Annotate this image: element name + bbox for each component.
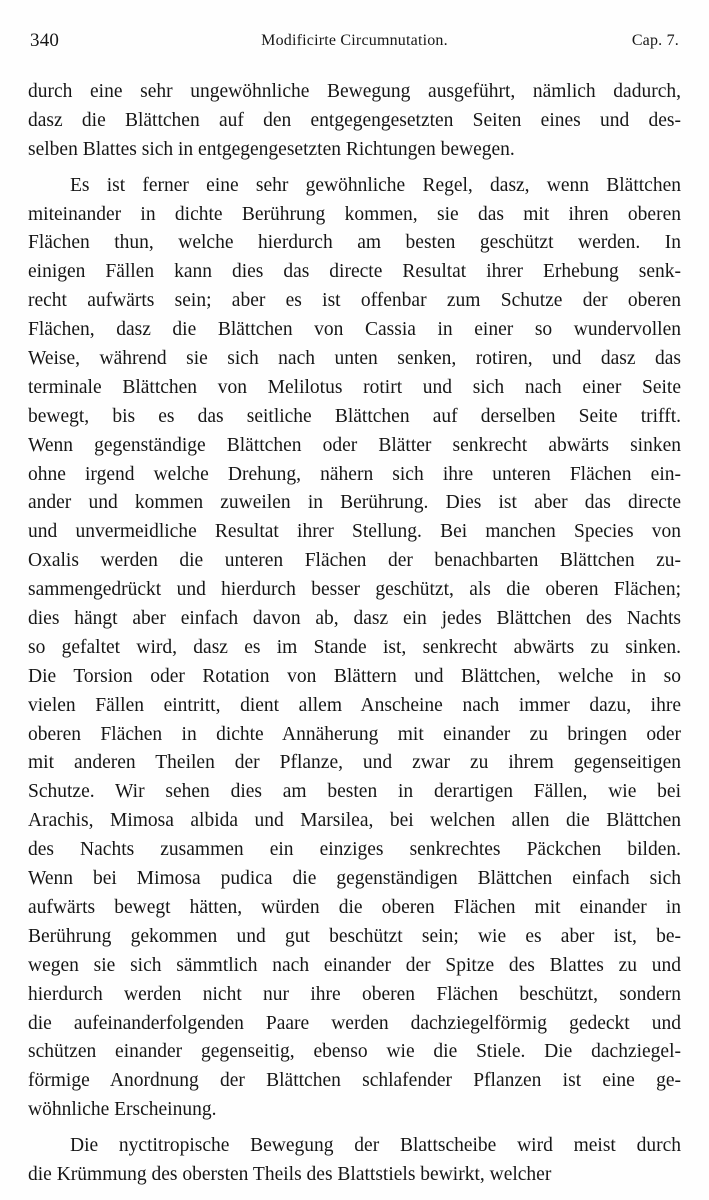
text-line: ander und kommen zuweilen in Berührung. Dies ist aber das directe	[28, 492, 681, 514]
text-line: Es ist ferner eine sehr gewöhnliche Regel, dasz, wenn Blättchen	[70, 174, 681, 196]
text-line: Flächen thun, welche hierdurch am besten geschützt werden. In	[28, 232, 681, 254]
running-header	[30, 30, 679, 56]
text-line: terminale Blättchen von Melilotus rotirt und sich nach einer Seite	[28, 376, 681, 398]
text-line: aufwärts bewegt hätten, würden die oberen Flächen mit einander in	[28, 896, 681, 918]
text-line: mit anderen Theilen der Pflanze, und zwar zu ihrem gegenseitigen	[28, 752, 681, 774]
text-line: selben Blattes sich in entgegengesetzten Richtungen bewegen.	[28, 138, 515, 160]
text-line: bewegt, bis es das seitliche Blättchen auf derselben Seite trifft.	[28, 405, 681, 427]
text-line: ohne irgend welche Drehung, nähern sich ihre unteren Flächen ein-	[28, 463, 681, 485]
text-line: Flächen, dasz die Blättchen von Cassia in einer so wundervollen	[28, 319, 681, 341]
text-line: einigen Fällen kann dies das directe Resultat ihrer Erhebung senk-	[28, 261, 681, 283]
text-line: recht aufwärts sein; aber es ist offenbar zum Schutze der oberen	[28, 290, 681, 312]
text-line: die Krümmung des obersten Theils des Blattstiels bewirkt, welcher	[28, 1163, 552, 1185]
text-line: Arachis, Mimosa albida und Marsilea, bei welchen allen die Blättchen	[28, 810, 681, 832]
text-line: Oxalis werden die unteren Flächen der benachbarten Blättchen zu-	[28, 550, 681, 572]
text-line: Wenn bei Mimosa pudica die gegenständigen Blättchen einfach sich	[28, 868, 681, 890]
chapter-label: Cap. 7.	[631, 32, 679, 49]
text-line: und unvermeidliche Resultat ihrer Stellung. Bei manchen Species von	[28, 521, 681, 543]
text-line: sammengedrückt und hierdurch besser geschützt, als die oberen Flächen;	[28, 579, 681, 601]
text-line: miteinander in dichte Berührung kommen, sie das mit ihren oberen	[28, 203, 681, 225]
text-line: schützen einander gegenseitig, ebenso wie die Stiele. Die dachziegel-	[28, 1041, 681, 1063]
text-line: Schutze. Wir sehen dies am besten in derartigen Fällen, wie bei	[28, 781, 681, 803]
text-line: dasz die Blättchen auf den entgegengesetzten Seiten eines und des-	[28, 109, 681, 131]
text-line: Die Torsion oder Rotation von Blättern und Blättchen, welche in so	[28, 665, 681, 687]
body-text	[28, 78, 681, 1190]
text-line: Berührung gekommen und gut beschützt sein; wie es aber ist, be-	[28, 925, 681, 947]
text-line: durch eine sehr ungewöhnliche Bewegung ausgeführt, nämlich dadurch,	[28, 81, 681, 102]
running-title: Modificirte Circumnutation.	[261, 32, 448, 49]
text-line: hierdurch werden nicht nur ihre oberen Flächen beschützt, sondern	[28, 983, 681, 1005]
text-line: Wenn gegenständige Blättchen oder Blätter senkrecht abwärts sinken	[28, 434, 681, 456]
text-line: dies hängt aber einfach davon ab, dasz ein jedes Blättchen des Nachts	[28, 608, 681, 630]
text-line: Weise, während sie sich nach unten senken, rotiren, und dasz das	[28, 348, 681, 370]
text-line: so gefaltet wird, dasz es im Stande ist, senkrecht abwärts zu sinken.	[28, 636, 681, 658]
text-line: vielen Fällen eintritt, dient allem Anscheine nach immer dazu, ihre	[28, 694, 681, 716]
text-line: oberen Flächen in dichte Annäherung mit einander zu bringen oder	[28, 723, 681, 745]
text-line: die aufeinanderfolgenden Paare werden dachziegelförmig gedeckt und	[28, 1012, 681, 1034]
paragraph	[28, 172, 681, 1125]
text-line: förmige Anordnung der Blättchen schlafender Pflanzen ist eine ge-	[28, 1070, 681, 1092]
text-line: wöhnliche Erscheinung.	[28, 1099, 217, 1121]
paragraph	[28, 1132, 681, 1190]
text-line: wegen sie sich sämmtlich nach einander der Spitze des Blattes zu und	[28, 954, 681, 976]
text-line: des Nachts zusammen ein einziges senkrechtes Päckchen bilden.	[28, 839, 681, 861]
paragraph	[28, 78, 681, 165]
page-number: 340	[30, 30, 60, 51]
text-line: Die nyctitropische Bewegung der Blattscheibe wird meist durch	[70, 1135, 681, 1157]
